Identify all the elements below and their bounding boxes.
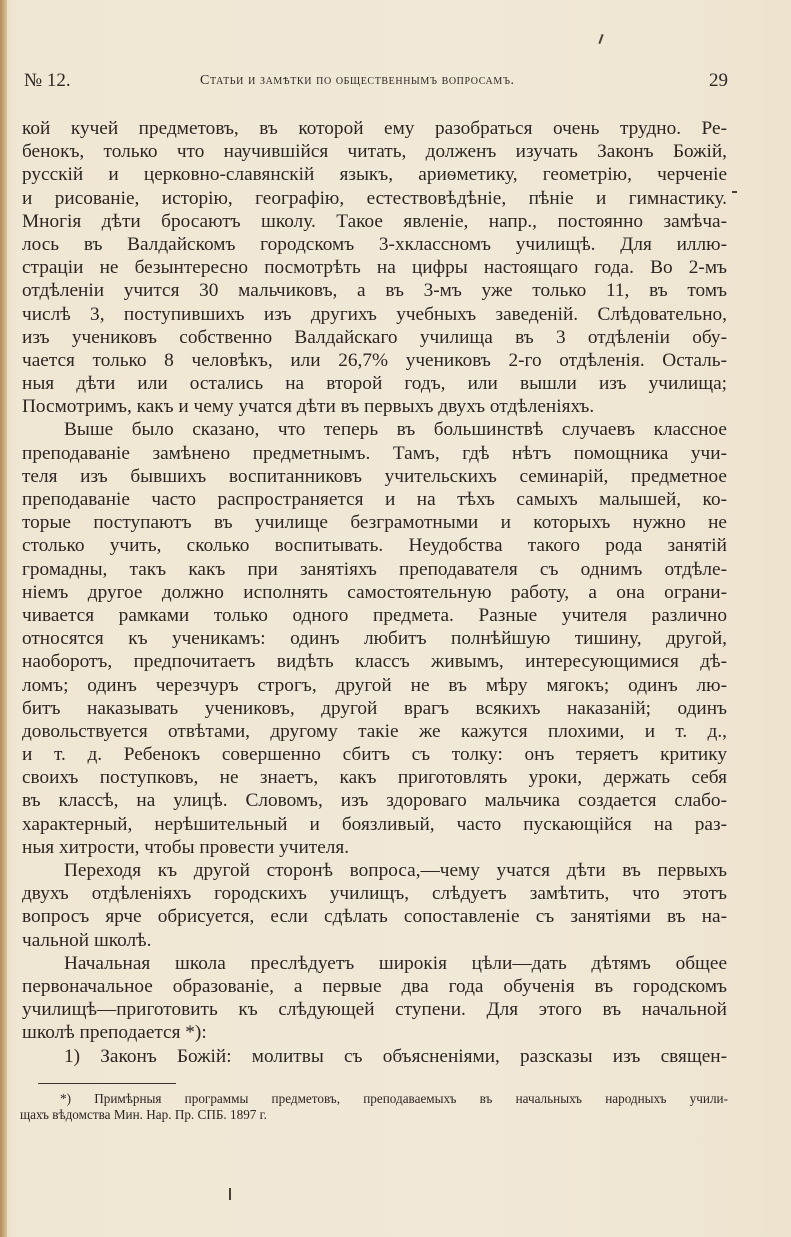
ink-speck <box>229 1188 231 1200</box>
text-line: Начальная школа преслѣдуетъ широкія цѣли—дать дѣтямъ общее <box>64 952 727 974</box>
ink-speck <box>598 34 603 44</box>
text-line: чается только 8 человѣкъ, или 26,7% учениковъ 2-го отдѣленія. Осталь- <box>22 349 727 371</box>
text-line: теля изъ бывшихъ воспитанниковъ учительскихъ семинарій, предметное <box>22 465 727 487</box>
footnote-line: щахъ вѣдомства Мин. Нар. Пр. СПБ. 1897 г. <box>20 1107 267 1122</box>
text-line: бенокъ, только что научившійся читать, долженъ изучать Законъ Божій, <box>22 141 727 163</box>
text-line: изъ учениковъ собственно Валдайскаго училища въ 3 отдѣленіи обу- <box>22 326 727 348</box>
text-line: Выше было сказано, что теперь въ большинствѣ случаевъ классное <box>64 419 727 441</box>
text-line: Многія дѣти бросаютъ школу. Такое явленіе, напр., постоянно замѣча- <box>22 210 727 232</box>
text-line: отдѣленіи учится 30 мальчиковъ, а въ 3-мъ уже только 11, въ томъ <box>22 280 727 302</box>
text-line: громадны, такъ какъ при занятіяхъ преподавателя съ однимъ отдѣле- <box>22 558 727 580</box>
page-number: 29 <box>709 70 728 91</box>
text-line: вопросъ ярче обрисуется, если сдѣлать сопоставленіе съ занятіями въ на- <box>22 906 727 928</box>
text-line: преподаваніе часто распространяется и на тѣхъ самыхъ малышей, ко- <box>22 489 727 510</box>
text-line: первоначальное образованіе, а первые два года обученія въ городскомъ <box>22 975 727 997</box>
text-line: кой кучей предметовъ, въ которой ему разобраться очень трудно. Ре- <box>22 118 727 139</box>
text-line: страціи не безынтересно посмотрѣть на цифры настоящаго года. Во 2-мъ <box>22 257 727 279</box>
text-line: наоборотъ, предпочитаетъ видѣть классъ живымъ, интересующимися дѣ- <box>22 651 727 673</box>
text-line: ныя дѣти или остались на второй годъ, или вышли изъ училища; <box>22 373 727 395</box>
text-line: чальной школѣ. <box>22 929 152 951</box>
footnote-block <box>20 1091 728 1123</box>
text-line: Переходя къ другой сторонѣ вопроса,—чему учатся дѣти въ первыхъ <box>64 860 727 881</box>
text-line: довольствуется отвѣтами, другому такіе же кажутся плохими, и т. д., <box>22 720 727 742</box>
text-line: училищѣ—приготовить къ слѣдующей ступени. Для этого въ начальной <box>22 999 727 1021</box>
ink-speck <box>732 191 737 193</box>
text-line: чивается рамками только одного предмета. Разные учителя различно <box>22 604 727 626</box>
text-line: въ классѣ, на улицѣ. Словомъ, изъ здороваго мальчика создается слабо- <box>22 790 727 812</box>
text-line: столько учить, сколько воспитывать. Неудобства такого рода занятій <box>22 535 727 557</box>
text-line: ніемъ другое должно исполнять самостоятельную работу, а она ограни- <box>22 581 727 603</box>
text-line: относятся къ ученикамъ: одинъ любитъ полнѣйшую тишину, другой, <box>22 628 727 650</box>
running-title: Статьи и замѣтки по общественнымъ вопросамъ. <box>200 73 515 88</box>
text-line: битъ наказывать учениковъ, другой врагъ всякихъ наказаній; одинъ <box>22 697 727 719</box>
text-line: преподаваніе замѣнено предметнымъ. Тамъ, гдѣ нѣтъ помощника учи- <box>22 442 727 464</box>
text-line: своихъ поступковъ, не знаетъ, какъ приготовлять уроки, держать себя <box>22 767 727 789</box>
page-spine-edge <box>0 0 7 1237</box>
text-line: двухъ отдѣленіяхъ городскихъ училищъ, слѣдуетъ замѣтить, что этотъ <box>22 883 727 905</box>
text-line: русскій и церковно-славянскій языкъ, ариѳметику, геометрію, черченіе <box>22 164 727 186</box>
issue-number: № 12. <box>24 70 71 91</box>
footnote-line: *) Примѣрныя программы предметовъ, преподаваемыхъ въ начальныхъ народныхъ учили- <box>60 1091 728 1106</box>
text-line: числѣ 3, поступившихъ изъ другихъ учебныхъ заведеній. Слѣдовательно, <box>22 303 727 325</box>
text-line: ныя хитрости, чтобы провести учителя. <box>22 836 350 858</box>
text-line: Посмотримъ, какъ и чему учатся дѣти въ первыхъ двухъ отдѣленіяхъ. <box>22 396 595 418</box>
main-text-block <box>22 117 727 1068</box>
text-line: лось въ Валдайскомъ городскомъ 3-хклассномъ училищѣ. Для иллю- <box>22 233 727 255</box>
text-line: торые поступаютъ въ училище безграмотными и которыхъ нужно не <box>22 512 727 534</box>
running-header <box>24 68 728 98</box>
text-line: характерный, нерѣшительный и боязливый, часто пускающійся на раз- <box>22 813 727 835</box>
text-line: и т. д. Ребенокъ совершенно сбитъ съ толку: онъ теряетъ критику <box>22 744 727 766</box>
text-line: ломъ; одинъ черезчуръ строгъ, другой не въ мѣру мягокъ; одинъ лю- <box>22 674 727 696</box>
footnote-rule <box>38 1083 176 1084</box>
text-line: и рисованіе, исторію, географію, естествовѣдѣніе, пѣніе и гимнастику. <box>22 187 727 209</box>
text-line: школѣ преподается *): <box>22 1022 207 1044</box>
text-line: 1) Законъ Божій: молитвы съ объясненіями, разсказы изъ священ- <box>64 1045 727 1067</box>
